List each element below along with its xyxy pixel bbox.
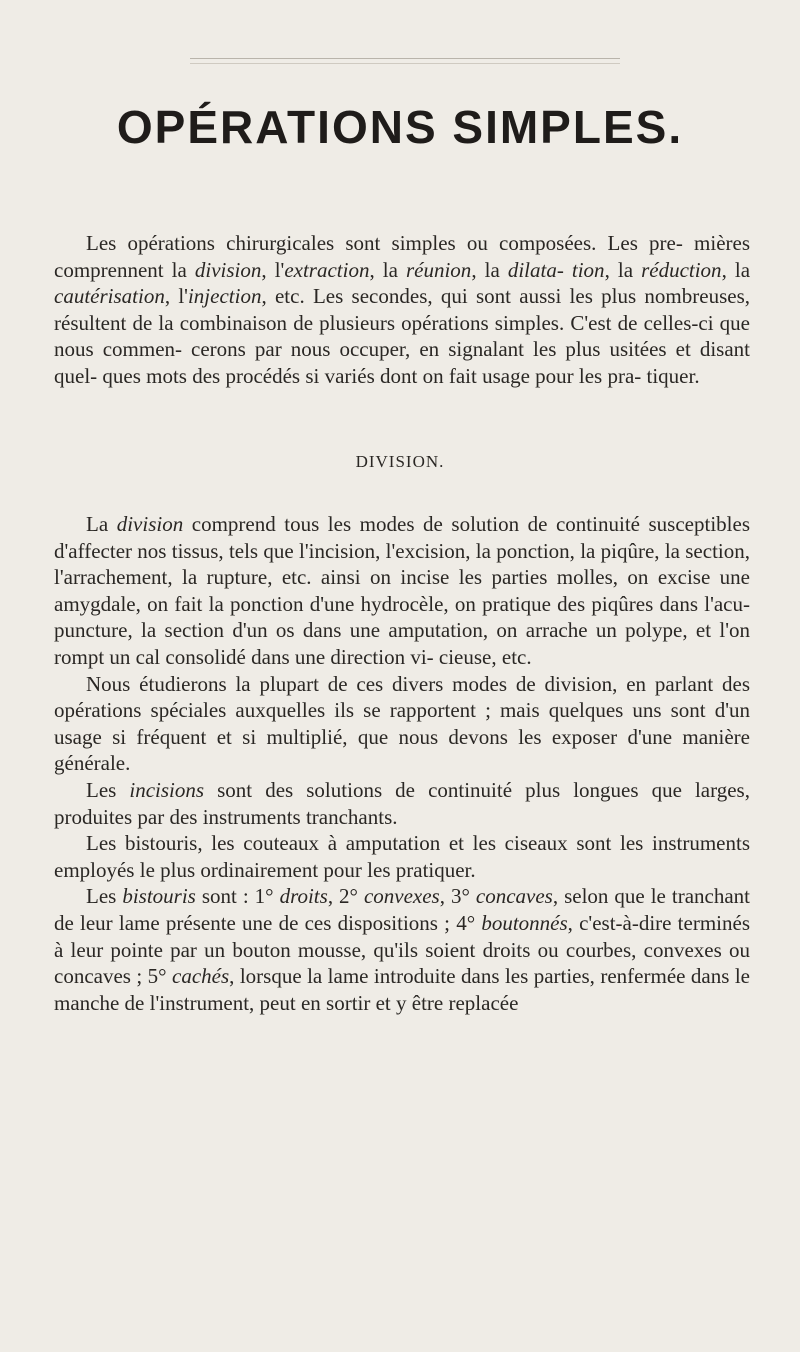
- top-rule-second: [190, 63, 620, 64]
- section-heading: DIVISION.: [355, 452, 445, 471]
- paragraph-incisions: Les incisions sont des solutions de continuité plus longues que larges, produites par des instruments tranchants.: [54, 777, 750, 829]
- paragraph-division: La division comprend tous les modes de solution de continuité susceptibles d'affecter nos tissus, tels que l'incision, l'excision, la ponction, la piqûre, la section, l'arrachement, la rupture, etc. ainsi on incise les parties molles, on excise une amygdale, on fait la ponction d'une hydrocèle, on pratique des piqûres dans l'acu- puncture, la section d'un os dans une amputation, on arrache un polype, et l'on rompt un cal consolidé dans une direction vi- cieuse, etc.: [54, 512, 750, 669]
- page-title: OPÉRATIONS SIMPLES.: [116, 101, 684, 153]
- paragraph-study: Nous étudierons la plupart de ces divers modes de division, en parlant des opérations spéciales auxquelles ils se rapportent ; mais quelques uns sont d'un usage si fréquent et si multiplié, que nous devons les exposer d'une manière générale.: [54, 671, 750, 776]
- division-section: [54, 511, 750, 1016]
- top-rule: [190, 58, 620, 59]
- intro-paragraph: Les opérations chirurgicales sont simples ou composées. Les pre- mières comprennent la division, l'extraction, la réunion, la dilata- tion, la réduction, la cautérisation, l'injection, etc. Les secondes, qui sont aussi les plus nombreuses, résultent de la combinaison de plusieurs opérations simples. C'est de celles-ci que nous commen- cerons par nous occuper, en signalant les plus usitées et disant quel- ques mots des procédés si variés dont on fait usage pour les pra- tiquer.: [54, 231, 751, 388]
- paragraph-instruments: Les bistouris, les couteaux à amputation et les ciseaux sont les instruments employés le plus ordinairement pour les pratiquer.: [54, 831, 750, 882]
- paragraph-bistouris: Les bistouris sont : 1° droits, 2° convexes, 3° concaves, selon que le tranchant de leur lame présente une de ces dispositions ; 4° boutonnés, c'est-à-dire terminés à leur pointe par un bouton mousse, qu'ils soient droits ou courbes, convexes ou concaves ; 5° cachés, lorsque la lame introduite dans les parties, renfermée dans le manche de l'instrument, peut en sortir et y être replacée: [54, 884, 750, 1015]
